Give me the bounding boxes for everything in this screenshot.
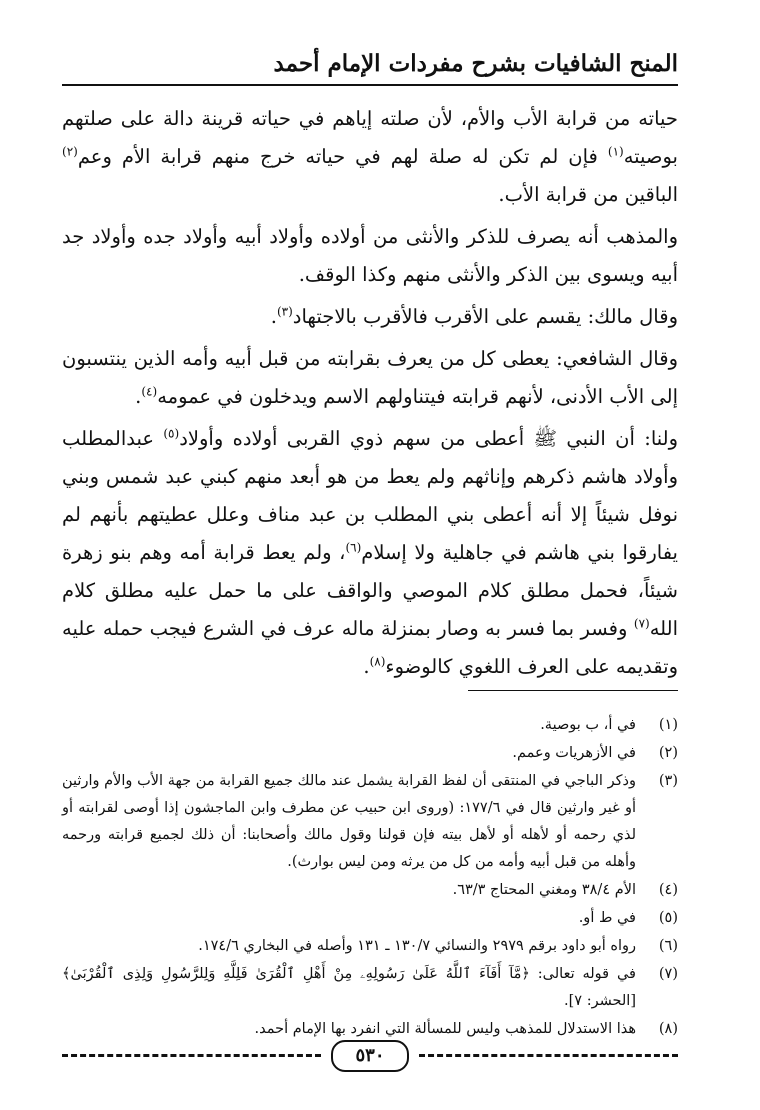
footnote-text: الأم ٣٨/٤ ومغني المحتاج ٦٣/٣.	[452, 882, 636, 898]
footnote-number: (٥)	[658, 910, 678, 926]
footnote-text: في أ، ب بوصية.	[540, 717, 636, 733]
footnote-number: (١)	[658, 717, 678, 733]
footnote-text: في الأزهريات وعمم.	[512, 745, 636, 761]
footnote-number: (٣)	[658, 773, 678, 789]
running-header	[62, 48, 678, 84]
main-text	[62, 100, 678, 690]
footnote	[62, 877, 678, 904]
footnote	[62, 1016, 678, 1043]
footnote-ref: (٧)	[633, 616, 650, 631]
text-segment: .	[135, 385, 142, 408]
footer-dashed-line	[62, 1054, 321, 1057]
footnote-ref: (٥)	[163, 426, 180, 441]
text-segment: والمذهب أنه يصرف للذكر والأنثى من أولاده وأولاد أبيه وأولاد جده وأولاد جد أبيه ويسوى بين الذكر والأنثى منهم وكذا الوقف.	[62, 225, 678, 286]
footnote-ref: (٤)	[141, 384, 158, 399]
text-segment: وقال مالك: يقسم على الأقرب فالأقرب بالاجتهاد	[292, 305, 678, 328]
header-rule	[62, 84, 678, 86]
footer-dashed-line	[419, 1054, 678, 1057]
footnote	[62, 712, 678, 739]
footnote-text: رواه أبو داود برقم ٢٩٧٩ والنسائي ١٣٠/٧ ـ ١٣١ وأصله في البخاري ١٧٤/٦.	[198, 938, 636, 954]
footnote-ref: (٨)	[369, 654, 386, 669]
page-number: ٥٣٠	[331, 1040, 409, 1072]
paragraph	[62, 340, 678, 416]
footnote-number: (٨)	[658, 1021, 678, 1037]
footnote-number: (٦)	[658, 938, 678, 954]
paragraph	[62, 298, 678, 336]
text-segment: فإن لم تكن له صلة لهم في حياته خرج منهم قرابة الأم وعم	[77, 145, 598, 168]
paragraph	[62, 218, 678, 294]
text-segment: ، ولم يعط قرابة أمه وهم بنو زهرة شيئاً، فحمل مطلق كلام الموصي والواقف على ما حمل عليه مطلق كلام الله	[62, 541, 678, 640]
footnote-number: (٢)	[658, 745, 678, 761]
footnote-ref: (١)	[607, 144, 624, 159]
text-segment: .	[363, 655, 370, 678]
footnotes	[62, 712, 678, 1044]
footnote-ref: (٢)	[62, 144, 78, 159]
footnote-number: (٧)	[658, 966, 678, 982]
footnote	[62, 961, 678, 1015]
footnote-separator	[468, 690, 678, 691]
footnote	[62, 768, 678, 876]
text-segment: .	[270, 305, 277, 328]
text-segment: الباقين من قرابة الأب.	[498, 183, 678, 206]
footnote-text: وذكر الباجي في المنتقى أن لفظ القرابة يشمل عند مالك جميع القرابة من جهة الأب والأم وارثين أو غير وارثين قال في ١٧٧/٦: (وروى ابن حبيب عن مطرف وابن الماجشون إذا أوصى لقرابته أو لذي رحمه أو لأهله أو لأهل بيته فإن قولنا وقول مالك وأصحابنا: أن ذلك لجميع قرابته ورحمه وأهله من قبل أبيه وأمه من كل من يرثه ومن ليس بوارث).	[62, 773, 636, 870]
footnote	[62, 740, 678, 767]
footnote	[62, 933, 678, 960]
footnote-text: في ط أو.	[578, 910, 636, 926]
text-segment: ولنا: أن النبي ﷺ أعطى من سهم ذوي القربى أولاده وأولاد	[179, 427, 678, 450]
footnote-ref: (٦)	[345, 540, 362, 555]
footnote-text: هذا الاستدلال للمذهب وليس للمسألة التي انفرد بها الإمام أحمد.	[254, 1021, 636, 1037]
footnote-ref: (٣)	[276, 304, 293, 319]
text-segment: عبدالمطلب وأولاد هاشم ذكرهم وإناثهم ولم يعط من هو أبعد منهم كبني عبد شمس وبني نوفل شيئاً إلا أنه أعطى بني المطلب بن عبد مناف وعلل عطيتهم بأنهم لم يفارقوا بني هاشم في جاهلية ولا إسلام	[62, 427, 678, 564]
footnote-number: (٤)	[658, 882, 678, 898]
text-segment: وقال الشافعي: يعطى كل من يعرف بقرابته من قبل أبيه وأمه الذين ينتسبون إلى الأب الأدنى، لأنهم قرابته فيتناولهم الاسم ويدخلون في عمومه	[62, 347, 678, 408]
footnote	[62, 905, 678, 932]
footnote-text: في قوله تعالى: ﴿مَّآ أَفَآءَ ٱللَّهُ عَلَىٰ رَسُولِهِۦ مِنْ أَهْلِ ٱلْقُرَىٰ فَلِلَّهِ وَلِلرَّسُولِ وَلِذِى ٱلْقُرْبَىٰ﴾ [الحشر: ٧].	[62, 966, 636, 1009]
paragraph	[62, 100, 678, 214]
text-segment: حياته من قرابة الأب والأم، لأن صلته إياهم في حياته قرينة دالة على صلتهم بوصيته	[62, 107, 678, 168]
text-segment: وفسر بما فسر به وصار بمنزلة ماله عرف في الشرع فيجب حمله عليه وتقديمه على العرف اللغوي كالوضوء	[62, 617, 678, 678]
page-footer	[62, 1040, 678, 1080]
paragraph	[62, 420, 678, 686]
book-title: المنح الشافيات بشرح مفردات الإمام أحمد	[273, 50, 678, 77]
